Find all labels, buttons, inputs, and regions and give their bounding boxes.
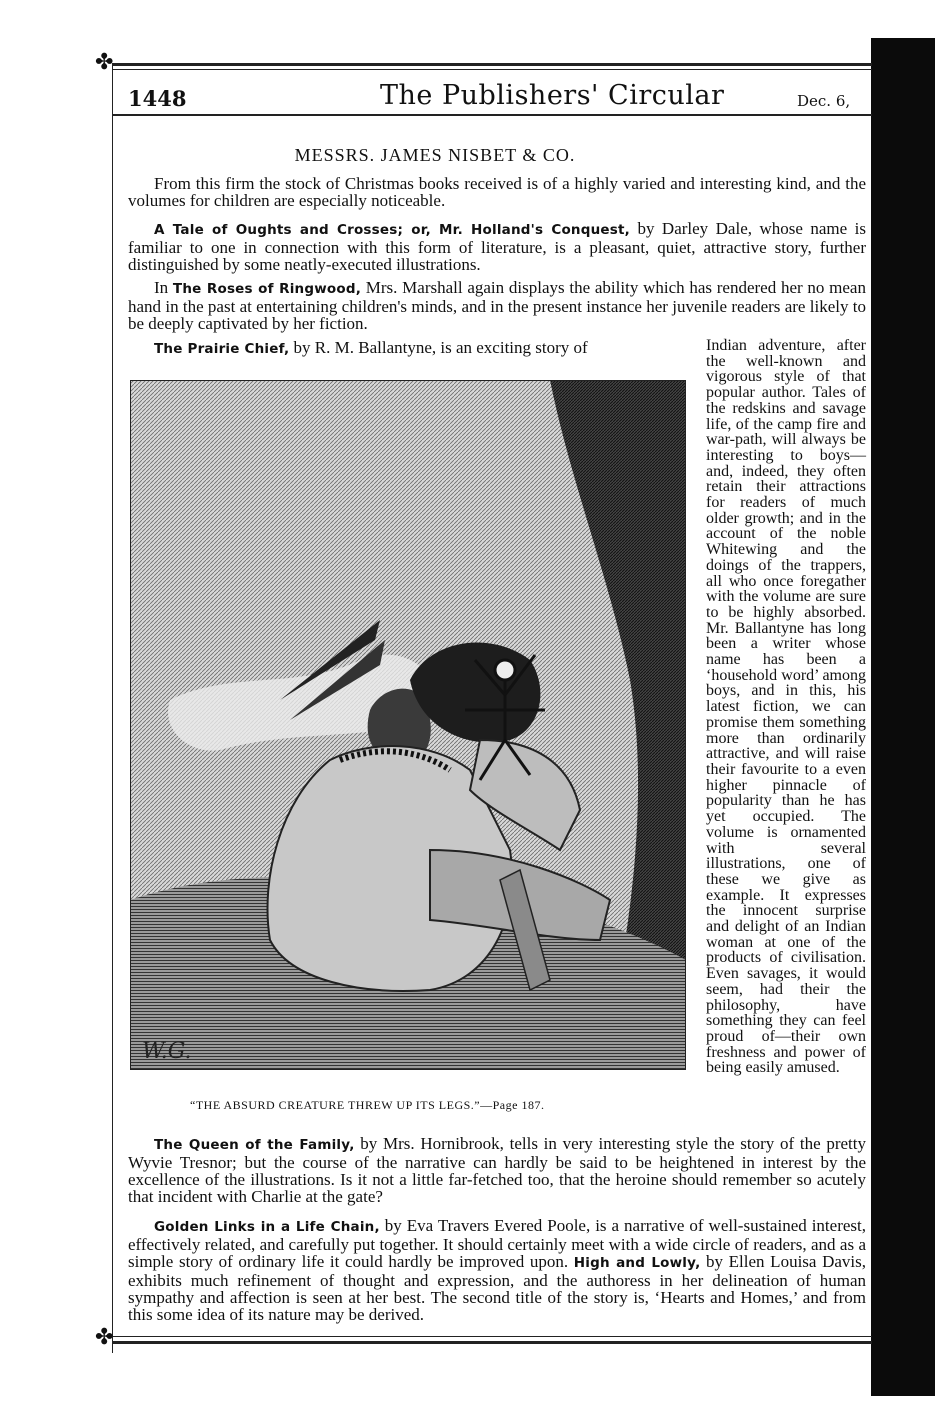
review-text: by Mrs. Hornibrook, tells in very interesting style the story of the pretty Wyvie Tresnor; but the course of the narrative can hardly be said to be heightened in interest by the excellence of the illustrations. Is it not a little far-fetched too, that the heroine should remember so acutely that incident with Charlie at the gate?: [128, 1134, 866, 1206]
top-rule-thin: [112, 69, 872, 70]
illustration-frame: [130, 380, 686, 1070]
scanned-page-edge: [871, 38, 935, 1396]
book-title: The Queen of the Family,: [154, 1137, 355, 1153]
section-title: MESSRS. JAMES NISBET & CO.: [294, 145, 576, 165]
book-title: A Tale of Oughts and Crosses; or, Mr. Holland's Conquest,: [154, 222, 630, 238]
book-title: High and Lowly,: [573, 1255, 701, 1271]
review-prairie-chief: [128, 339, 696, 358]
review-golden-links: [128, 1217, 866, 1323]
artist-signature: W.G.: [142, 1039, 192, 1064]
running-title: The Publishers' Circular: [380, 80, 725, 111]
issue-date: Dec. 6,: [797, 92, 851, 110]
book-title: The Roses of Ringwood,: [172, 281, 362, 297]
review-queen-of-the-family: [128, 1135, 866, 1205]
illustration-caption: “THE ABSURD CREATURE THREW UP ITS LEGS.”—Page 187.: [190, 1098, 545, 1112]
book-title: The Prairie Chief,: [154, 341, 290, 357]
bottom-rule-thin: [112, 1336, 872, 1337]
intro-paragraph: From this firm the stock of Christmas books received is of a highly varied and interesting kind, and the volumes for children are especially noticeable.: [128, 174, 866, 210]
book-title: Golden Links in a Life Chain,: [154, 1219, 380, 1235]
bottom-rule-thick: [112, 1341, 872, 1344]
review-text: by Eva Travers Evered Poole, is a narrative of well-sustained interest, effectively related, and carefully put together. It should certainly meet with a wide circle of readers, and as a simple story of ordinary life it could hardly be improved upon.: [128, 1216, 867, 1271]
review-lead: In: [154, 278, 173, 297]
review-text: Mrs. Marshall again displays the ability which has rendered her no mean hand in the past at entertaining children's minds, and in the present instance her juvenile readers are likely to be deeply captivated by her fiction.: [128, 278, 866, 333]
page-number: 1448: [128, 86, 187, 111]
review-text: by Ellen Louisa Davis, exhibits much refinement of thought and expression, and the authoress in her delineation of human sympathy and affection is seen at her best. The second title of the story is, ‘Hearts and Homes,’ and from this some idea of its nature may be derived.: [128, 1252, 866, 1324]
top-rule-thick: [112, 63, 872, 66]
side-column-text: Indian adventure, after the well-known and vigorous style of that popular author. Tales of the redskins and savage life, of the camp fire and war-path, will always be interesting to boys—and, indeed, they often retain their attractions for readers of much older growth; and in the account of the noble Whitewing and the doings of the trappers, all who once foregather with the volume are sure to be highly absorbed. Mr. Ballantyne has long been a writer whose name has been a ‘household word’ among boys, and in this, his latest fiction, we can promise them something more than ordinarily attractive, and will raise their favourite to a even higher pinnacle of popularity than he has yet occupied. The volume is ornamented with several illustrations, one of these we give as example. It expresses the innocent surprise and delight of an Indian woman at one of the products of civilisation. Even savages, it would seem, had their the philosophy, have something they can feel proud of—their own freshness and power of being easily amused.: [706, 337, 866, 1077]
corner-ornament-top: ✤: [95, 50, 114, 75]
header-underline: [112, 114, 872, 116]
corner-ornament-bottom: ✤: [95, 1325, 114, 1350]
review-text: by Darley Dale, whose name is familiar to one in connection with this form of literature, is a pleasant, quiet, attractive story, further distinguished by some neatly-executed illustrations.: [128, 219, 866, 274]
review-roses-of-ringwood: [128, 279, 866, 332]
review-tale-of-oughts: [128, 220, 866, 273]
review-text: by R. M. Ballantyne, is an exciting story of: [289, 338, 588, 357]
left-margin-rule: [112, 63, 113, 1353]
